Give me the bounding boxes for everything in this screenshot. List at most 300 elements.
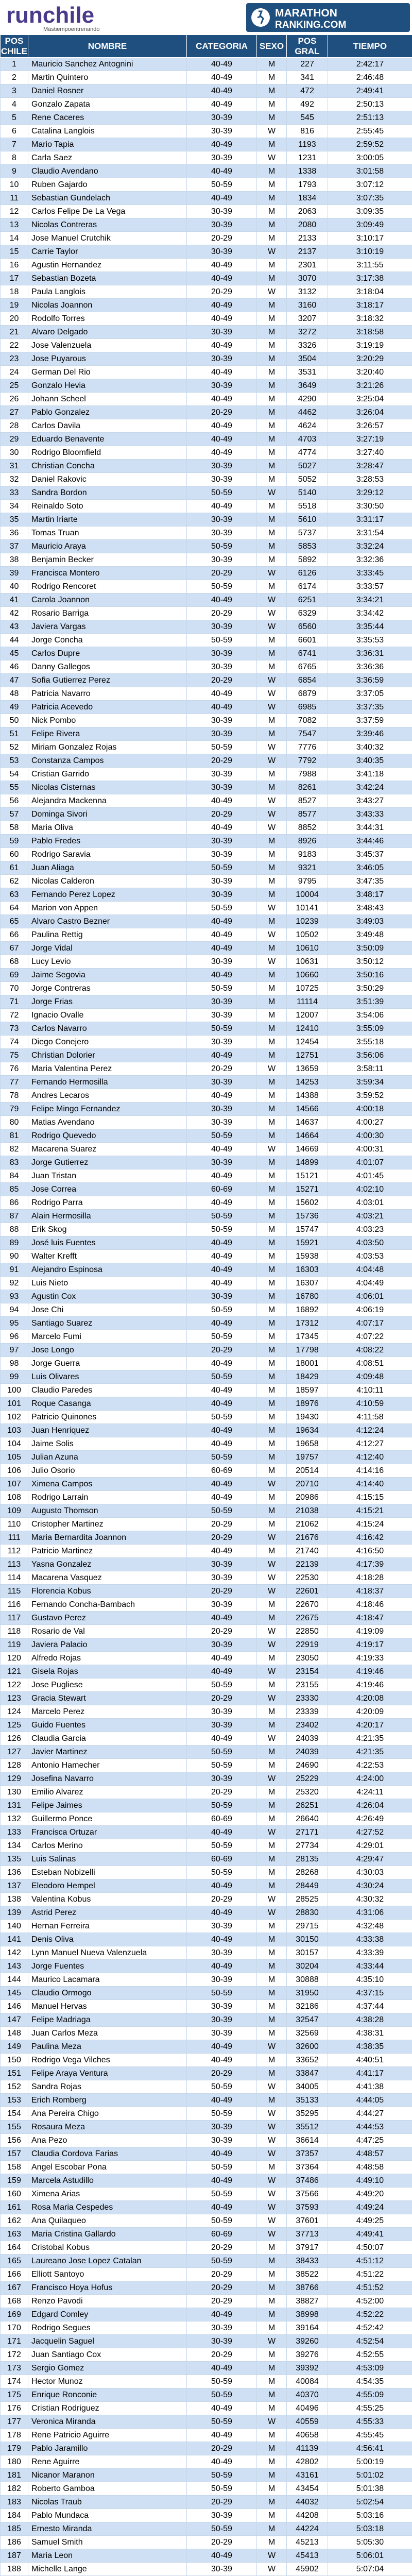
pos-chile-cell: 51 xyxy=(1,727,28,741)
nombre-cell: Ernesto Miranda xyxy=(28,2522,187,2536)
sexo-cell: M xyxy=(257,1210,287,1223)
nombre-cell: Pablo Fredes xyxy=(28,835,187,848)
table-row xyxy=(1,1504,412,1518)
pos-gral-cell: 10610 xyxy=(287,942,328,955)
categoria-cell: 40-49 xyxy=(187,2429,257,2442)
pos-chile-cell: 158 xyxy=(1,2161,28,2174)
table-row xyxy=(1,687,412,701)
nombre-cell: Rosaura Meza xyxy=(28,2121,187,2134)
pos-gral-cell: 1231 xyxy=(287,151,328,165)
table-row xyxy=(1,1370,412,1384)
pos-chile-cell: 170 xyxy=(1,2321,28,2335)
tiempo-cell: 4:44:27 xyxy=(328,2107,412,2121)
nombre-cell: Macarena Suarez xyxy=(28,1143,187,1156)
table-row xyxy=(1,1478,412,1491)
tiempo-cell: 4:49:20 xyxy=(328,2188,412,2201)
tiempo-cell: 3:55:09 xyxy=(328,1022,412,1036)
pos-gral-cell: 7988 xyxy=(287,768,328,781)
sexo-cell: M xyxy=(257,312,287,326)
tiempo-cell: 5:05:30 xyxy=(328,2536,412,2549)
table-row xyxy=(1,299,412,312)
tiempo-cell: 4:51:22 xyxy=(328,2268,412,2281)
categoria-cell: 40-49 xyxy=(187,2201,257,2214)
pos-chile-cell: 115 xyxy=(1,1585,28,1598)
pos-gral-cell: 816 xyxy=(287,125,328,138)
categoria-cell: 40-49 xyxy=(187,1652,257,1665)
table-row xyxy=(1,1303,412,1317)
sexo-cell: M xyxy=(257,1451,287,1464)
sexo-cell: W xyxy=(257,486,287,500)
pos-gral-cell: 5853 xyxy=(287,540,328,553)
tiempo-cell: 5:03:18 xyxy=(328,2522,412,2536)
categoria-cell: 30-39 xyxy=(187,1009,257,1022)
sexo-cell: M xyxy=(257,861,287,875)
table-row xyxy=(1,1812,412,1826)
pos-chile-cell: 125 xyxy=(1,1719,28,1732)
categoria-cell: 50-59 xyxy=(187,634,257,647)
pos-chile-cell: 22 xyxy=(1,339,28,352)
pos-chile-cell: 36 xyxy=(1,527,28,540)
table-row xyxy=(1,513,412,527)
sexo-cell: M xyxy=(257,580,287,594)
sexo-cell: M xyxy=(257,1518,287,1531)
tiempo-cell: 2:59:52 xyxy=(328,138,412,151)
categoria-cell: 20-29 xyxy=(187,2281,257,2295)
table-row xyxy=(1,2522,412,2536)
tiempo-cell: 3:54:06 xyxy=(328,1009,412,1022)
pos-gral-cell: 42802 xyxy=(287,2455,328,2469)
column-header-pos-chile: POS CHILE xyxy=(1,35,28,58)
table-row xyxy=(1,1906,412,1920)
table-row xyxy=(1,821,412,835)
pos-chile-cell: 99 xyxy=(1,1370,28,1384)
pos-chile-cell: 178 xyxy=(1,2429,28,2442)
categoria-cell: 30-39 xyxy=(187,768,257,781)
nombre-cell: Martin Iriarte xyxy=(28,513,187,527)
nombre-cell: Ana Pereira Chigo xyxy=(28,2107,187,2121)
column-header-tiempo: TIEMPO xyxy=(328,35,412,58)
categoria-cell: 40-49 xyxy=(187,1196,257,1210)
sexo-cell: M xyxy=(257,1103,287,1116)
pos-gral-cell: 9183 xyxy=(287,848,328,861)
pos-chile-cell: 93 xyxy=(1,1290,28,1303)
tiempo-cell: 4:44:53 xyxy=(328,2121,412,2134)
pos-chile-cell: 28 xyxy=(1,419,28,433)
pos-chile-cell: 21 xyxy=(1,326,28,339)
nombre-cell: Rodrigo Vega Vilches xyxy=(28,2054,187,2067)
tiempo-cell: 4:02:10 xyxy=(328,1183,412,1196)
pos-chile-cell: 9 xyxy=(1,165,28,178)
pos-gral-cell: 6741 xyxy=(287,647,328,660)
sexo-cell: M xyxy=(257,218,287,232)
tiempo-cell: 4:07:17 xyxy=(328,1317,412,1330)
sexo-cell: M xyxy=(257,460,287,473)
pos-gral-cell: 3504 xyxy=(287,352,328,366)
pos-gral-cell: 341 xyxy=(287,71,328,84)
tiempo-cell: 4:19:17 xyxy=(328,1638,412,1652)
table-row xyxy=(1,794,412,808)
categoria-cell: 40-49 xyxy=(187,701,257,714)
nombre-cell: Marcelo Perez xyxy=(28,1705,187,1719)
categoria-cell: 20-29 xyxy=(187,754,257,768)
nombre-cell: Juan Carlos Meza xyxy=(28,2027,187,2040)
pos-chile-cell: 49 xyxy=(1,701,28,714)
table-row xyxy=(1,2027,412,2040)
pos-gral-cell: 3649 xyxy=(287,379,328,393)
pos-gral-cell: 6560 xyxy=(287,620,328,634)
categoria-cell: 50-59 xyxy=(187,1022,257,1036)
nombre-cell: Felipe Madriaga xyxy=(28,2013,187,2027)
pos-chile-cell: 136 xyxy=(1,1866,28,1879)
tiempo-cell: 4:37:44 xyxy=(328,2000,412,2013)
table-row xyxy=(1,969,412,982)
table-row xyxy=(1,2348,412,2362)
sexo-cell: M xyxy=(257,299,287,312)
nombre-cell: Walter Krefft xyxy=(28,1250,187,1263)
categoria-cell: 30-39 xyxy=(187,1116,257,1129)
nombre-cell: Jose Pugliese xyxy=(28,1679,187,1692)
categoria-cell: 30-39 xyxy=(187,2027,257,2040)
pos-gral-cell: 9795 xyxy=(287,875,328,888)
table-row xyxy=(1,1049,412,1062)
tiempo-cell: 4:41:17 xyxy=(328,2067,412,2080)
pos-gral-cell: 43161 xyxy=(287,2469,328,2482)
categoria-cell: 50-59 xyxy=(187,2522,257,2536)
categoria-cell: 30-39 xyxy=(187,513,257,527)
tiempo-cell: 4:55:33 xyxy=(328,2415,412,2429)
pos-chile-cell: 72 xyxy=(1,1009,28,1022)
table-row xyxy=(1,218,412,232)
categoria-cell: 50-59 xyxy=(187,2161,257,2174)
tiempo-cell: 3:33:57 xyxy=(328,580,412,594)
pos-chile-cell: 1 xyxy=(1,58,28,71)
pos-gral-cell: 10725 xyxy=(287,982,328,995)
table-row xyxy=(1,567,412,580)
nombre-cell: Constanza Campos xyxy=(28,754,187,768)
tiempo-cell: 4:38:35 xyxy=(328,2040,412,2054)
categoria-cell: 50-59 xyxy=(187,1504,257,1518)
tiempo-cell: 4:15:24 xyxy=(328,1518,412,1531)
table-row xyxy=(1,1987,412,2000)
sexo-cell: M xyxy=(257,2255,287,2268)
pos-gral-cell: 1793 xyxy=(287,178,328,192)
sexo-cell: M xyxy=(257,1786,287,1799)
pos-gral-cell: 23155 xyxy=(287,1679,328,1692)
sexo-cell: W xyxy=(257,125,287,138)
sexo-cell: M xyxy=(257,1545,287,1558)
table-row xyxy=(1,1223,412,1236)
pos-chile-cell: 31 xyxy=(1,460,28,473)
categoria-cell: 20-29 xyxy=(187,674,257,687)
tiempo-cell: 4:03:23 xyxy=(328,1223,412,1236)
nombre-cell: Rene Aguirre xyxy=(28,2455,187,2469)
pos-gral-cell: 16892 xyxy=(287,1303,328,1317)
pos-gral-cell: 39276 xyxy=(287,2348,328,2362)
categoria-cell: 40-49 xyxy=(187,2549,257,2563)
nombre-cell: Rene Caceres xyxy=(28,111,187,125)
table-row xyxy=(1,2388,412,2402)
nombre-cell: Fernando Hermosilla xyxy=(28,1076,187,1089)
sexo-cell: M xyxy=(257,1344,287,1357)
pos-gral-cell: 5027 xyxy=(287,460,328,473)
categoria-cell: 30-39 xyxy=(187,245,257,259)
tiempo-cell: 3:46:05 xyxy=(328,861,412,875)
pos-gral-cell: 6251 xyxy=(287,594,328,607)
pos-gral-cell: 20986 xyxy=(287,1491,328,1504)
pos-gral-cell: 44208 xyxy=(287,2509,328,2522)
table-row xyxy=(1,500,412,513)
pos-chile-cell: 110 xyxy=(1,1518,28,1531)
categoria-cell: 30-39 xyxy=(187,2563,257,2576)
table-row xyxy=(1,754,412,768)
tiempo-cell: 4:30:32 xyxy=(328,1893,412,1906)
sexo-cell: W xyxy=(257,2563,287,2576)
categoria-cell: 30-39 xyxy=(187,2121,257,2134)
pos-chile-cell: 154 xyxy=(1,2107,28,2121)
categoria-cell: 40-49 xyxy=(187,794,257,808)
categoria-cell: 40-49 xyxy=(187,942,257,955)
categoria-cell: 40-49 xyxy=(187,1665,257,1679)
pos-gral-cell: 44032 xyxy=(287,2496,328,2509)
pos-gral-cell: 6601 xyxy=(287,634,328,647)
pos-gral-cell: 37601 xyxy=(287,2214,328,2228)
nombre-cell: Eduardo Benavente xyxy=(28,433,187,446)
sexo-cell: M xyxy=(257,1491,287,1504)
sexo-cell: M xyxy=(257,1705,287,1719)
nombre-cell: Samuel Smith xyxy=(28,2536,187,2549)
nombre-cell: Yasna Gonzalez xyxy=(28,1558,187,1571)
sexo-cell: M xyxy=(257,848,287,861)
sexo-cell: M xyxy=(257,1946,287,1960)
sexo-cell: M xyxy=(257,888,287,902)
pos-chile-cell: 176 xyxy=(1,2402,28,2415)
pos-gral-cell: 35512 xyxy=(287,2121,328,2134)
table-row xyxy=(1,942,412,955)
pos-chile-cell: 52 xyxy=(1,741,28,754)
sexo-cell: M xyxy=(257,1129,287,1143)
sexo-cell: W xyxy=(257,902,287,915)
table-row xyxy=(1,151,412,165)
table-row xyxy=(1,1759,412,1772)
sexo-cell: M xyxy=(257,98,287,111)
pos-chile-cell: 160 xyxy=(1,2188,28,2201)
tiempo-cell: 2:46:48 xyxy=(328,71,412,84)
sexo-cell: M xyxy=(257,1799,287,1812)
pos-chile-cell: 60 xyxy=(1,848,28,861)
pos-chile-cell: 107 xyxy=(1,1478,28,1491)
categoria-cell: 40-49 xyxy=(187,1049,257,1062)
categoria-cell: 40-49 xyxy=(187,446,257,460)
tiempo-cell: 4:55:45 xyxy=(328,2429,412,2442)
sexo-cell: M xyxy=(257,1745,287,1759)
sexo-cell: M xyxy=(257,500,287,513)
tiempo-cell: 2:42:17 xyxy=(328,58,412,71)
pos-gral-cell: 6174 xyxy=(287,580,328,594)
table-row xyxy=(1,2040,412,2054)
categoria-cell: 30-39 xyxy=(187,527,257,540)
table-row xyxy=(1,1397,412,1411)
pos-chile-cell: 153 xyxy=(1,2094,28,2107)
categoria-cell: 40-49 xyxy=(187,1397,257,1411)
table-row xyxy=(1,2174,412,2188)
sexo-cell: M xyxy=(257,366,287,379)
tiempo-cell: 5:03:16 xyxy=(328,2509,412,2522)
nombre-cell: Jose Puyarous xyxy=(28,352,187,366)
nombre-cell: Gonzalo Hevia xyxy=(28,379,187,393)
nombre-cell: Mauricio Sanchez Antognini xyxy=(28,58,187,71)
nombre-cell: Rodrigo Rencoret xyxy=(28,580,187,594)
table-row xyxy=(1,634,412,647)
tiempo-cell: 3:09:35 xyxy=(328,205,412,218)
tiempo-cell: 4:30:03 xyxy=(328,1866,412,1879)
nombre-cell: Javier Martinez xyxy=(28,1745,187,1759)
categoria-cell: 30-39 xyxy=(187,1638,257,1652)
table-row xyxy=(1,1893,412,1906)
pos-chile-cell: 143 xyxy=(1,1960,28,1973)
categoria-cell: 30-39 xyxy=(187,620,257,634)
nombre-cell: Agustin Cox xyxy=(28,1290,187,1303)
pos-chile-cell: 24 xyxy=(1,366,28,379)
nombre-cell: Rosario Barriga xyxy=(28,607,187,620)
table-row xyxy=(1,192,412,205)
pos-chile-cell: 23 xyxy=(1,352,28,366)
tiempo-cell: 4:18:46 xyxy=(328,1598,412,1612)
table-row xyxy=(1,1973,412,1987)
pos-chile-cell: 150 xyxy=(1,2054,28,2067)
categoria-cell: 40-49 xyxy=(187,1826,257,1839)
pos-chile-cell: 152 xyxy=(1,2080,28,2094)
categoria-cell: 30-39 xyxy=(187,647,257,660)
table-row xyxy=(1,540,412,553)
table-row xyxy=(1,379,412,393)
nombre-cell: Benjamin Becker xyxy=(28,553,187,567)
sexo-cell: W xyxy=(257,1143,287,1156)
nombre-cell: Mauricio Araya xyxy=(28,540,187,553)
nombre-cell: Laureano Jose Lopez Catalan xyxy=(28,2255,187,2268)
sexo-cell: M xyxy=(257,2482,287,2496)
tiempo-cell: 3:29:12 xyxy=(328,486,412,500)
table-row xyxy=(1,2308,412,2321)
nombre-cell: Manuel Hervas xyxy=(28,2000,187,2013)
tiempo-cell: 3:10:19 xyxy=(328,245,412,259)
sexo-cell: M xyxy=(257,1464,287,1478)
categoria-cell: 40-49 xyxy=(187,1491,257,1504)
categoria-cell: 20-29 xyxy=(187,567,257,580)
tiempo-cell: 3:50:16 xyxy=(328,969,412,982)
categoria-cell: 30-39 xyxy=(187,955,257,969)
table-row xyxy=(1,1170,412,1183)
pos-chile-cell: 63 xyxy=(1,888,28,902)
tiempo-cell: 3:18:17 xyxy=(328,299,412,312)
table-row xyxy=(1,393,412,406)
pos-chile-cell: 184 xyxy=(1,2509,28,2522)
tiempo-cell: 3:59:34 xyxy=(328,1076,412,1089)
table-row xyxy=(1,1451,412,1464)
tiempo-cell: 4:00:27 xyxy=(328,1116,412,1129)
categoria-cell: 30-39 xyxy=(187,1920,257,1933)
pos-gral-cell: 28830 xyxy=(287,1906,328,1920)
pos-gral-cell: 14253 xyxy=(287,1076,328,1089)
table-row xyxy=(1,1290,412,1303)
nombre-cell: Catalina Langlois xyxy=(28,125,187,138)
sexo-cell: W xyxy=(257,1558,287,1571)
pos-chile-cell: 15 xyxy=(1,245,28,259)
pos-gral-cell: 37486 xyxy=(287,2174,328,2188)
table-row xyxy=(1,1103,412,1116)
pos-chile-cell: 26 xyxy=(1,393,28,406)
table-row xyxy=(1,2442,412,2455)
pos-chile-cell: 88 xyxy=(1,1223,28,1236)
tiempo-cell: 4:03:21 xyxy=(328,1210,412,1223)
pos-gral-cell: 23339 xyxy=(287,1705,328,1719)
pos-gral-cell: 37357 xyxy=(287,2147,328,2161)
sexo-cell: W xyxy=(257,928,287,942)
sexo-cell: M xyxy=(257,1879,287,1893)
categoria-cell: 50-59 xyxy=(187,1866,257,1879)
pos-chile-cell: 41 xyxy=(1,594,28,607)
runchile-logo-subtitle: Mástiempoentrenando xyxy=(43,26,100,32)
table-row xyxy=(1,768,412,781)
table-row xyxy=(1,446,412,460)
sexo-cell: M xyxy=(257,2429,287,2442)
table-row xyxy=(1,1933,412,1946)
categoria-cell: 50-59 xyxy=(187,902,257,915)
pos-gral-cell: 8577 xyxy=(287,808,328,821)
sexo-cell: W xyxy=(257,1625,287,1638)
categoria-cell: 30-39 xyxy=(187,2000,257,2013)
table-row xyxy=(1,1076,412,1089)
pos-chile-cell: 53 xyxy=(1,754,28,768)
categoria-cell: 40-49 xyxy=(187,419,257,433)
tiempo-cell: 5:01:02 xyxy=(328,2469,412,2482)
categoria-cell: 50-59 xyxy=(187,1759,257,1772)
categoria-cell: 20-29 xyxy=(187,2241,257,2255)
categoria-cell: 40-49 xyxy=(187,138,257,151)
nombre-cell: Daniel Rosner xyxy=(28,84,187,98)
table-row xyxy=(1,1571,412,1585)
table-row xyxy=(1,1598,412,1612)
categoria-cell: 30-39 xyxy=(187,205,257,218)
table-row xyxy=(1,2094,412,2107)
pos-chile-cell: 180 xyxy=(1,2455,28,2469)
nombre-cell: Fernando Perez Lopez xyxy=(28,888,187,902)
nombre-cell: Ignacio Ovalle xyxy=(28,1009,187,1022)
pos-chile-cell: 161 xyxy=(1,2201,28,2214)
pos-gral-cell: 23050 xyxy=(287,1652,328,1665)
categoria-cell: 20-29 xyxy=(187,406,257,419)
page-header xyxy=(0,0,412,35)
nombre-cell: Rodrigo Bloomfield xyxy=(28,446,187,460)
pos-gral-cell: 5610 xyxy=(287,513,328,527)
pos-gral-cell: 43454 xyxy=(287,2482,328,2496)
pos-gral-cell: 45902 xyxy=(287,2563,328,2576)
sexo-cell: M xyxy=(257,2455,287,2469)
sexo-cell: M xyxy=(257,1170,287,1183)
pos-gral-cell: 24039 xyxy=(287,1732,328,1745)
pos-gral-cell: 24039 xyxy=(287,1745,328,1759)
pos-gral-cell: 22670 xyxy=(287,1598,328,1612)
categoria-cell: 30-39 xyxy=(187,352,257,366)
pos-gral-cell: 9321 xyxy=(287,861,328,875)
categoria-cell: 20-29 xyxy=(187,285,257,299)
nombre-cell: Astrid Perez xyxy=(28,1906,187,1920)
nombre-cell: Rene Patricio Aguirre xyxy=(28,2429,187,2442)
categoria-cell: 40-49 xyxy=(187,1263,257,1277)
sexo-cell: M xyxy=(257,2308,287,2321)
pos-chile-cell: 134 xyxy=(1,1839,28,1853)
nombre-cell: Sandra Bordon xyxy=(28,486,187,500)
pos-gral-cell: 472 xyxy=(287,84,328,98)
